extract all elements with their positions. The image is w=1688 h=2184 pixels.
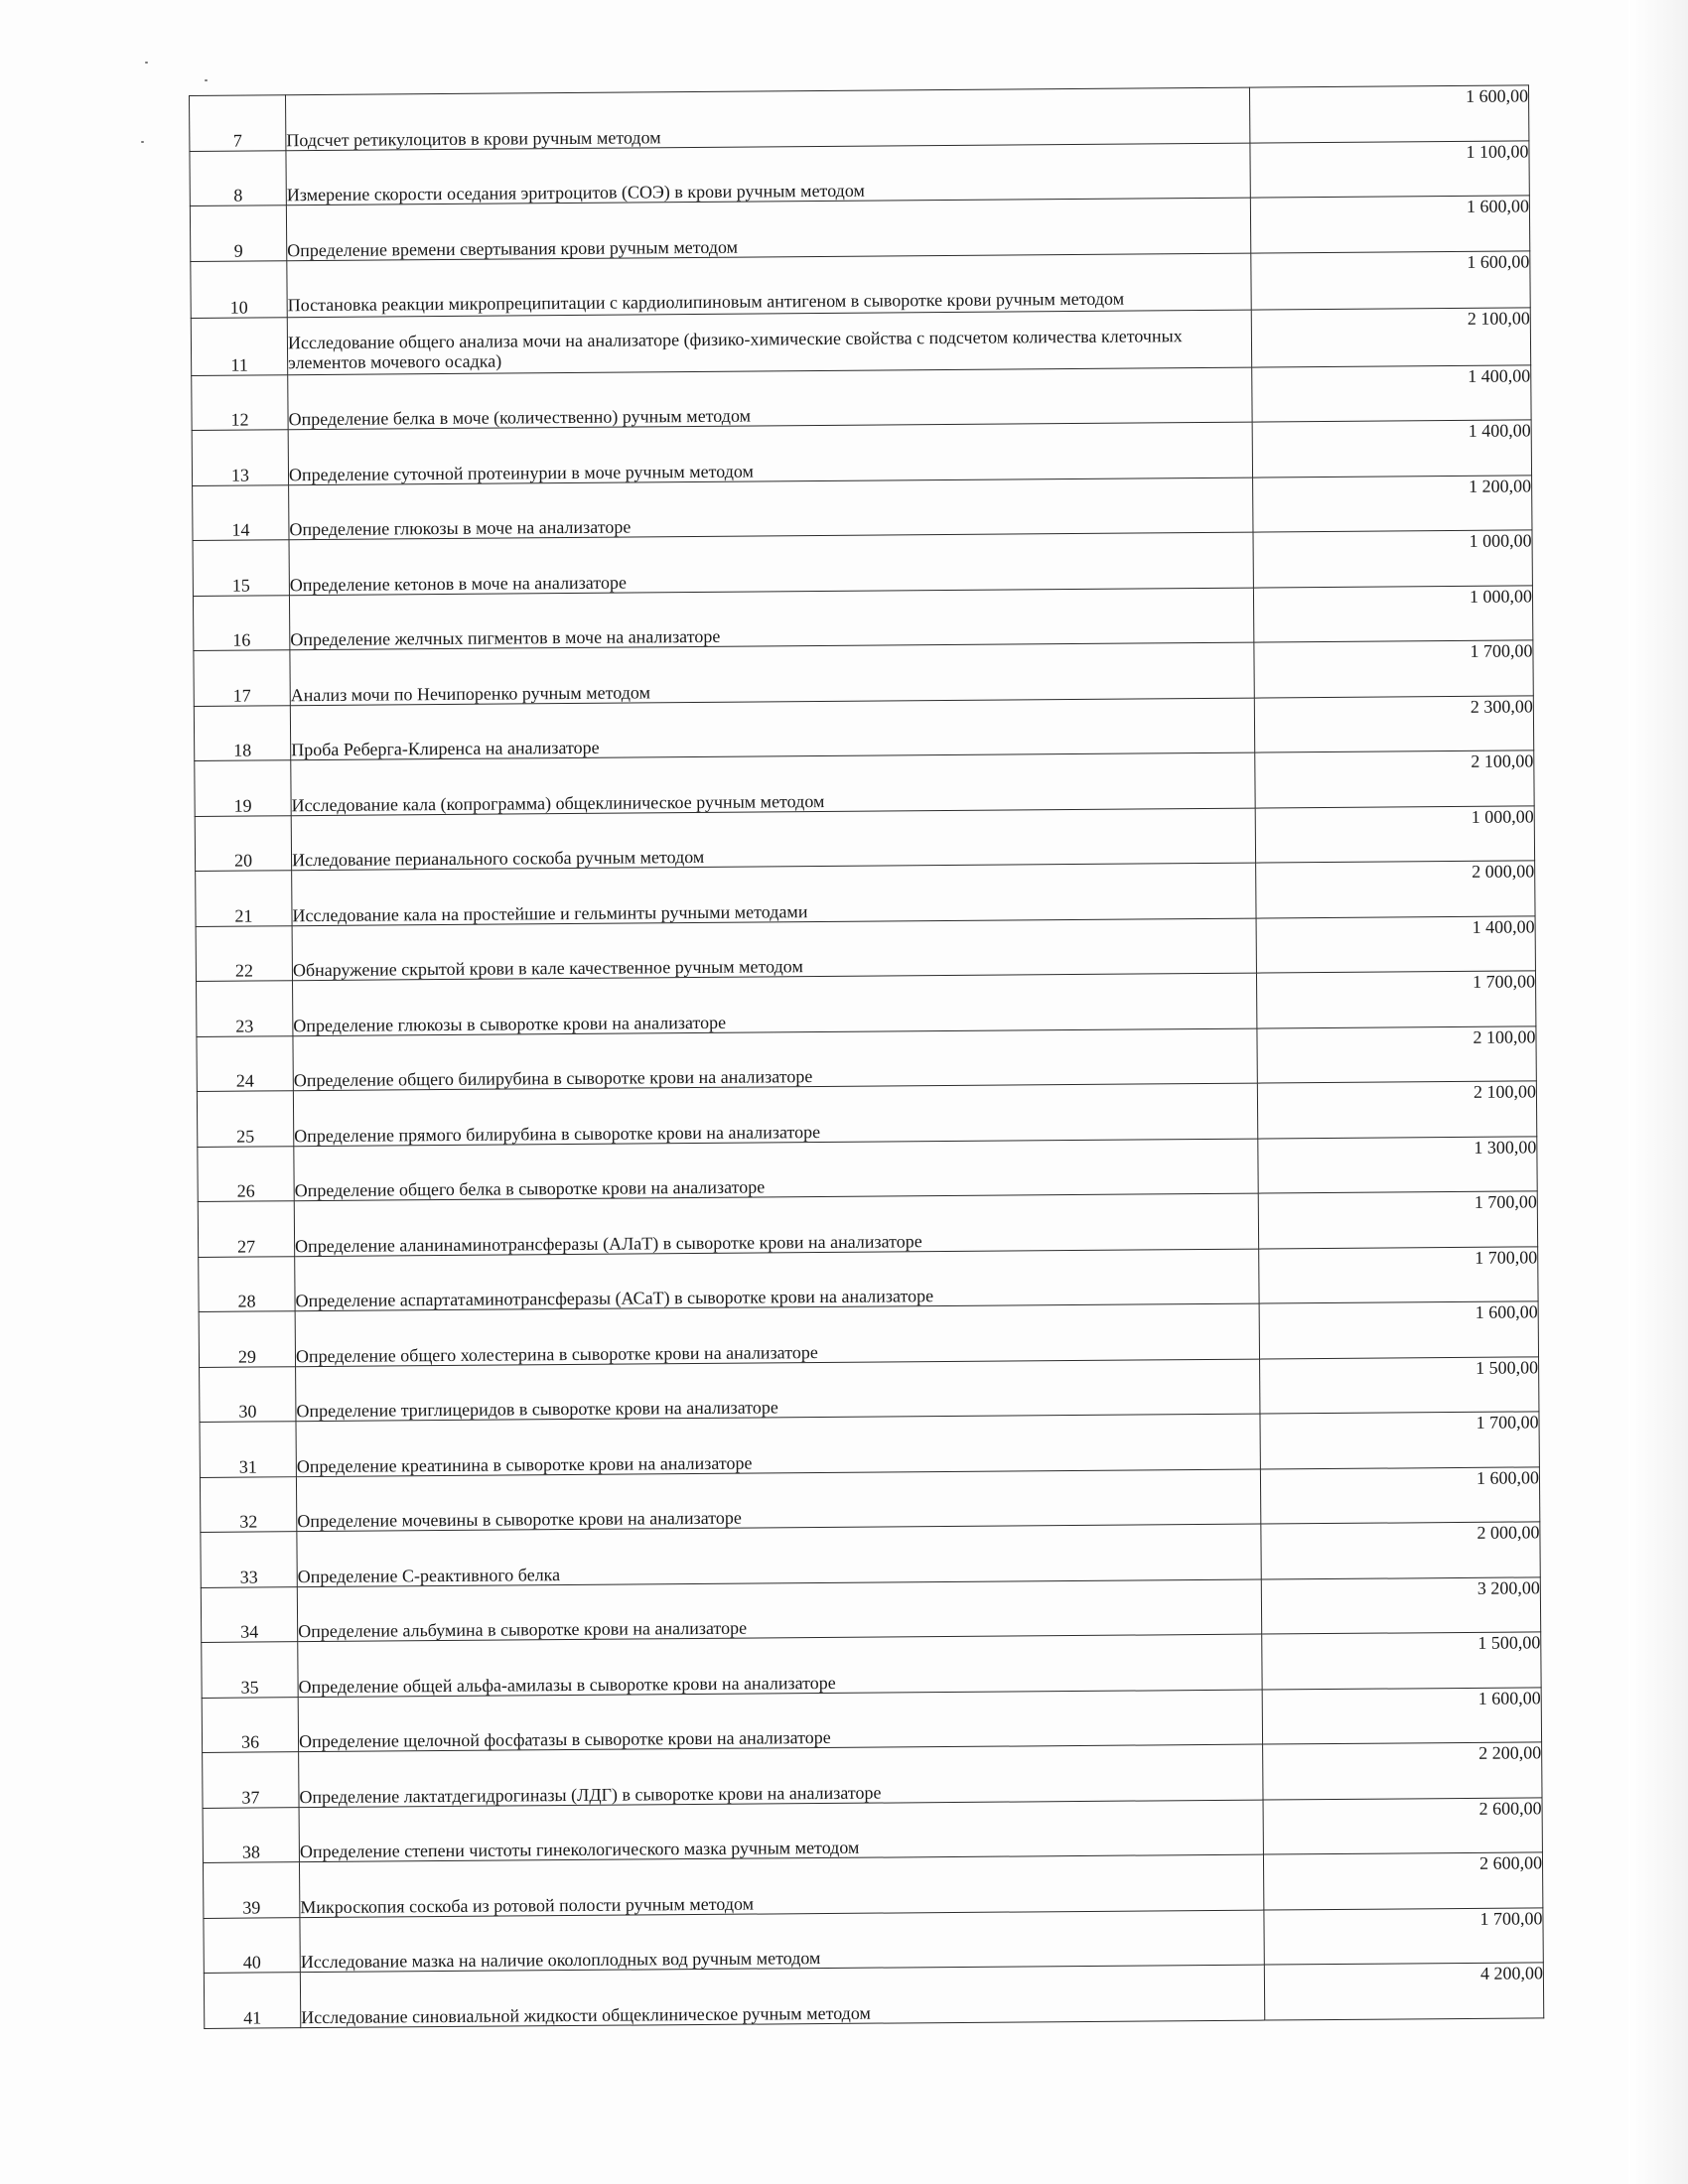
service-price: 2 100,00 xyxy=(1257,1025,1536,1083)
service-name: Определение глюкозы в сыворотке крови на анализаторе xyxy=(293,973,1257,1035)
service-price: 1 600,00 xyxy=(1259,1301,1538,1359)
service-name: Определение белка в моче (количественно) ручным методом xyxy=(288,367,1252,430)
row-number: 21 xyxy=(196,871,292,926)
service-name: Определение суточной протеинурии в моче ручным методом xyxy=(288,422,1252,484)
service-name: Определение кетонов в моче на анализаторе xyxy=(289,532,1253,595)
row-number: 12 xyxy=(192,374,288,430)
service-name: Определение времени свертывания крови ручным методом xyxy=(286,198,1250,260)
row-number: 25 xyxy=(197,1091,293,1147)
service-price: 1 600,00 xyxy=(1251,250,1530,310)
service-price: 1 200,00 xyxy=(1253,475,1532,532)
row-number: 34 xyxy=(201,1586,297,1642)
service-name: Определение общей альфа-амилазы в сыворотке крови на анализаторе xyxy=(298,1634,1262,1697)
service-name: Определение общего холестерина в сыворотке крови на анализаторе xyxy=(295,1303,1259,1366)
row-number: 32 xyxy=(200,1476,296,1532)
service-name: Определение степени чистоты гинекологического мазка ручным методом xyxy=(299,1800,1263,1862)
service-name: Определение С-реактивного белка xyxy=(297,1524,1261,1586)
row-number: 39 xyxy=(203,1862,299,1918)
service-price: 2 600,00 xyxy=(1263,1852,1542,1910)
service-price: 2 000,00 xyxy=(1256,861,1535,918)
service-name: Иследование перианального соскоба ручным методом xyxy=(291,808,1255,871)
service-price: 2 100,00 xyxy=(1257,1081,1536,1139)
row-number: 41 xyxy=(204,1973,300,2028)
row-number: 16 xyxy=(193,595,289,650)
service-price: 1 400,00 xyxy=(1252,364,1531,422)
row-number: 26 xyxy=(198,1146,294,1201)
row-number: 17 xyxy=(194,650,290,706)
service-price: 1 000,00 xyxy=(1253,530,1532,588)
row-number: 40 xyxy=(204,1917,300,1973)
row-number: 23 xyxy=(197,981,293,1036)
service-name: Определение триглицеридов в сыворотке крови на анализаторе xyxy=(296,1359,1260,1422)
service-name: Определение общего билирубина в сыворотке крови на анализаторе xyxy=(293,1028,1257,1091)
service-price: 2 100,00 xyxy=(1255,751,1534,808)
row-number: 31 xyxy=(200,1422,296,1477)
row-number: 8 xyxy=(190,150,286,205)
service-name: Обнаружение скрытой крови в кале качественное ручным методом xyxy=(292,918,1256,981)
row-number: 37 xyxy=(203,1752,299,1808)
service-price: 2 000,00 xyxy=(1261,1522,1540,1579)
service-price: 1 700,00 xyxy=(1264,1907,1543,1965)
row-number: 22 xyxy=(196,925,292,981)
service-price: 1 500,00 xyxy=(1260,1356,1539,1414)
price-table xyxy=(189,84,1544,2028)
service-price: 1 600,00 xyxy=(1260,1466,1539,1524)
service-name: Исследование кала на простейшие и гельминты ручными методами xyxy=(292,863,1256,925)
service-price: 1 000,00 xyxy=(1255,805,1534,863)
row-number: 38 xyxy=(203,1807,299,1862)
service-price: 1 700,00 xyxy=(1256,971,1535,1028)
row-number: 13 xyxy=(192,430,288,485)
row-number: 15 xyxy=(193,540,289,596)
row-number: 14 xyxy=(193,484,289,540)
service-price: 1 700,00 xyxy=(1254,640,1533,698)
service-name: Анализ мочи по Нечипоренко ручным методом xyxy=(290,642,1254,705)
service-name: Определение аланинаминотрансферазы (АЛаТ) в сыворотке крови на анализаторе xyxy=(294,1193,1258,1256)
service-name: Определение лактатдегидрогиназы (ЛДГ) в сыворотке крови на анализаторе xyxy=(299,1744,1263,1807)
row-number: 9 xyxy=(190,205,286,261)
row-number: 19 xyxy=(195,760,291,816)
service-name: Подсчет ретикулоцитов в крови ручным методом xyxy=(286,87,1250,150)
service-price: 2 600,00 xyxy=(1263,1797,1542,1854)
service-name: Микроскопия соскоба из ротовой полости ручным методом xyxy=(299,1854,1263,1917)
service-name: Исследование мазка на наличие околоплодных вод ручным методом xyxy=(300,1910,1264,1973)
service-name: Определение мочевины в сыворотке крови на анализаторе xyxy=(296,1469,1260,1532)
service-price: 1 400,00 xyxy=(1256,915,1535,973)
row-number: 36 xyxy=(202,1697,298,1752)
scan-speck xyxy=(145,62,148,64)
row-number: 29 xyxy=(199,1311,295,1367)
table-row xyxy=(204,1963,1543,2028)
table-row xyxy=(191,308,1530,375)
service-name: Определение щелочной фосфатазы в сыворотке крови на анализаторе xyxy=(298,1690,1262,1752)
service-price: 2 300,00 xyxy=(1254,695,1533,752)
table-row xyxy=(191,250,1530,318)
service-price: 2 100,00 xyxy=(1251,308,1530,367)
service-price: 1 500,00 xyxy=(1262,1632,1541,1690)
service-name: Определение альбумина в сыворотке крови на анализаторе xyxy=(297,1579,1261,1642)
row-number: 20 xyxy=(195,815,291,871)
row-number: 10 xyxy=(191,260,287,318)
service-name: Определение прямого билирубина в сыворотке крови на анализаторе xyxy=(293,1083,1257,1146)
row-number: 27 xyxy=(198,1201,294,1257)
row-number: 30 xyxy=(200,1366,296,1422)
service-price: 1 100,00 xyxy=(1250,140,1529,198)
service-price: 1 400,00 xyxy=(1252,420,1531,478)
service-name: Исследование синовиальной жидкости общеклиническое ручным методом xyxy=(300,1965,1264,2027)
service-price: 1 700,00 xyxy=(1260,1412,1539,1469)
price-table-container xyxy=(189,84,1544,2028)
service-name: Исследование кала (копрограмма) общеклиническое ручным методом xyxy=(291,752,1255,815)
service-price: 1 300,00 xyxy=(1258,1136,1537,1193)
scan-speck xyxy=(205,79,208,81)
row-number: 28 xyxy=(199,1256,295,1311)
service-price: 1 700,00 xyxy=(1259,1246,1538,1303)
service-name: Исследование общего анализа мочи на анализаторе (физико-химические свойства с подсчетом количества клеточных элементов мочевого осадка) xyxy=(287,310,1251,374)
service-price: 1 000,00 xyxy=(1253,585,1532,642)
service-price: 1 700,00 xyxy=(1258,1191,1537,1249)
service-name: Определение глюкозы в моче на анализаторе xyxy=(289,478,1253,540)
service-name: Определение желчных пигментов в моче на анализаторе xyxy=(289,588,1253,650)
row-number: 35 xyxy=(202,1642,298,1698)
service-name: Определение общего белка в сыворотке крови на анализаторе xyxy=(294,1139,1258,1201)
service-name: Определение аспартатаминотрансферазы (АСаТ) в сыворотке крови на анализаторе xyxy=(295,1249,1259,1311)
service-price: 1 600,00 xyxy=(1249,85,1528,143)
row-number: 7 xyxy=(190,95,286,151)
service-name: Проба Реберга-Клиренса на анализаторе xyxy=(290,698,1254,760)
page-edge-shadow xyxy=(1628,0,1688,2184)
service-name: Измерение скорости оседания эритроцитов (СОЭ) в крови ручным методом xyxy=(286,143,1250,205)
row-number: 18 xyxy=(194,705,290,760)
service-price: 2 200,00 xyxy=(1263,1742,1542,1800)
service-price: 3 200,00 xyxy=(1261,1576,1540,1634)
row-number: 33 xyxy=(201,1532,297,1587)
row-number: 24 xyxy=(197,1035,293,1091)
scan-speck xyxy=(141,141,144,143)
service-name: Определение креатинина в сыворотке крови на анализаторе xyxy=(296,1414,1260,1476)
service-price: 4 200,00 xyxy=(1264,1963,1543,2020)
row-number: 11 xyxy=(191,318,287,375)
service-price: 1 600,00 xyxy=(1262,1687,1541,1744)
price-table-body xyxy=(190,85,1544,2028)
service-name: Постановка реакции микропреципитации с кардиолипиновым антигеном в сыворотке крови ручным методом xyxy=(287,253,1251,318)
service-price: 1 600,00 xyxy=(1250,196,1529,253)
